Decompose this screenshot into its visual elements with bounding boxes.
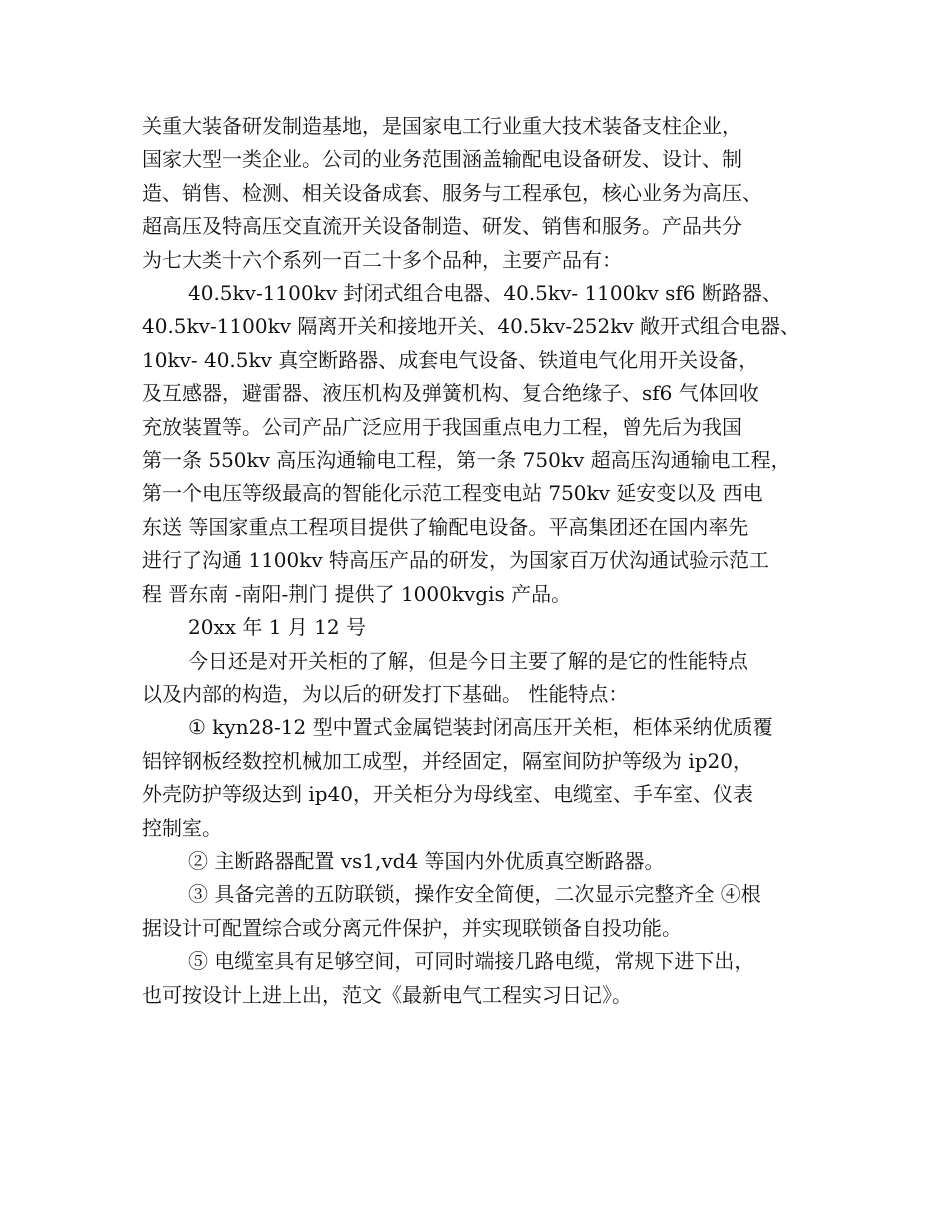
- text-line: 充放装置等。公司产品广泛应用于我国重点电力工程，曾先后为我国: [142, 414, 742, 439]
- text-line: 控制室。: [142, 815, 222, 840]
- text-line: 第一个电压等级最高的智能化示范工程变电站 750kv 延安变以及 西电: [142, 481, 763, 506]
- text-line: 程 晋东南 -南阳-荆门 提供了 1000kvgis 产品。: [142, 581, 572, 606]
- text-line: 关重大装备研发制造基地，是国家电工行业重大技术装备支柱企业，: [142, 114, 742, 138]
- text-line: 第一条 550kv 高压沟通输电工程，第一条 750kv 超高压沟通输电工程，: [142, 448, 791, 473]
- text-line: ⑤ 电缆室具有足够空间，可同时端接几路电缆，常规下进下出，: [188, 949, 755, 974]
- date-line: 20xx 年 1 月 12 号: [188, 615, 366, 640]
- text-line: 进行了沟通 1100kv 特高压产品的研发，为国家百万伏沟通试验示范工: [142, 548, 770, 573]
- text-line: 造、销售、检测、相关设备成套、服务与工程承包，核心业务为高压、: [142, 180, 762, 205]
- text-line: 东送 等国家重点工程项目提供了输配电设备。平高集团还在国内率先: [142, 514, 749, 539]
- document-body: [142, 110, 814, 1012]
- text-line: 也可按设计上进上出，范文《最新电气工程实习日记》。: [142, 982, 632, 1007]
- text-line: ③ 具备完善的五防联锁，操作安全简便，二次显示完整齐全 ④根: [188, 882, 761, 907]
- text-line: 为七大类十六个系列一百二十多个品种，主要产品有：: [142, 247, 622, 272]
- text-line: 外壳防护等级达到 ip40，开关柜分为母线室、电缆室、手车室、仪表: [142, 782, 754, 807]
- text-line: 国家大型一类企业。公司的业务范围涵盖输配电设备研发、设计、制: [142, 147, 742, 172]
- text-line: ① kyn28-12 型中置式金属铠装封闭高压开关柜，柜体采纳优质覆: [188, 715, 773, 740]
- text-line: 及互感器，避雷器、液压机构及弹簧机构、复合绝缘子、sf6 气体回收: [142, 381, 759, 406]
- text-line: 超高压及特高压交直流开关设备制造、研发、销售和服务。产品共分: [142, 214, 742, 239]
- text-line: ② 主断路器配置 vs1,vd4 等国内外优质真空断路器。: [188, 848, 665, 873]
- text-line: 40.5kv-1100kv 隔离开关和接地开关、40.5kv-252kv 敞开式组合电器、: [142, 314, 801, 339]
- text-line: 铝锌钢板经数控机械加工成型，并经固定，隔室间防护等级为 ip20，: [142, 748, 754, 773]
- text-line: 10kv- 40.5kv 真空断路器、成套电气设备、铁道电气化用开关设备，: [142, 347, 759, 372]
- text-line: 据设计可配置综合或分离元件保护，并实现联锁备自投功能。: [142, 915, 682, 940]
- text-line: 以及内部的构造，为以后的研发打下基础。 性能特点：: [142, 681, 629, 706]
- text-line: 40.5kv-1100kv 封闭式组合电器、40.5kv- 1100kv sf6 断路器、: [188, 281, 782, 306]
- text-line: 今日还是对开关柜的了解，但是今日主要了解的是它的性能特点: [188, 648, 748, 673]
